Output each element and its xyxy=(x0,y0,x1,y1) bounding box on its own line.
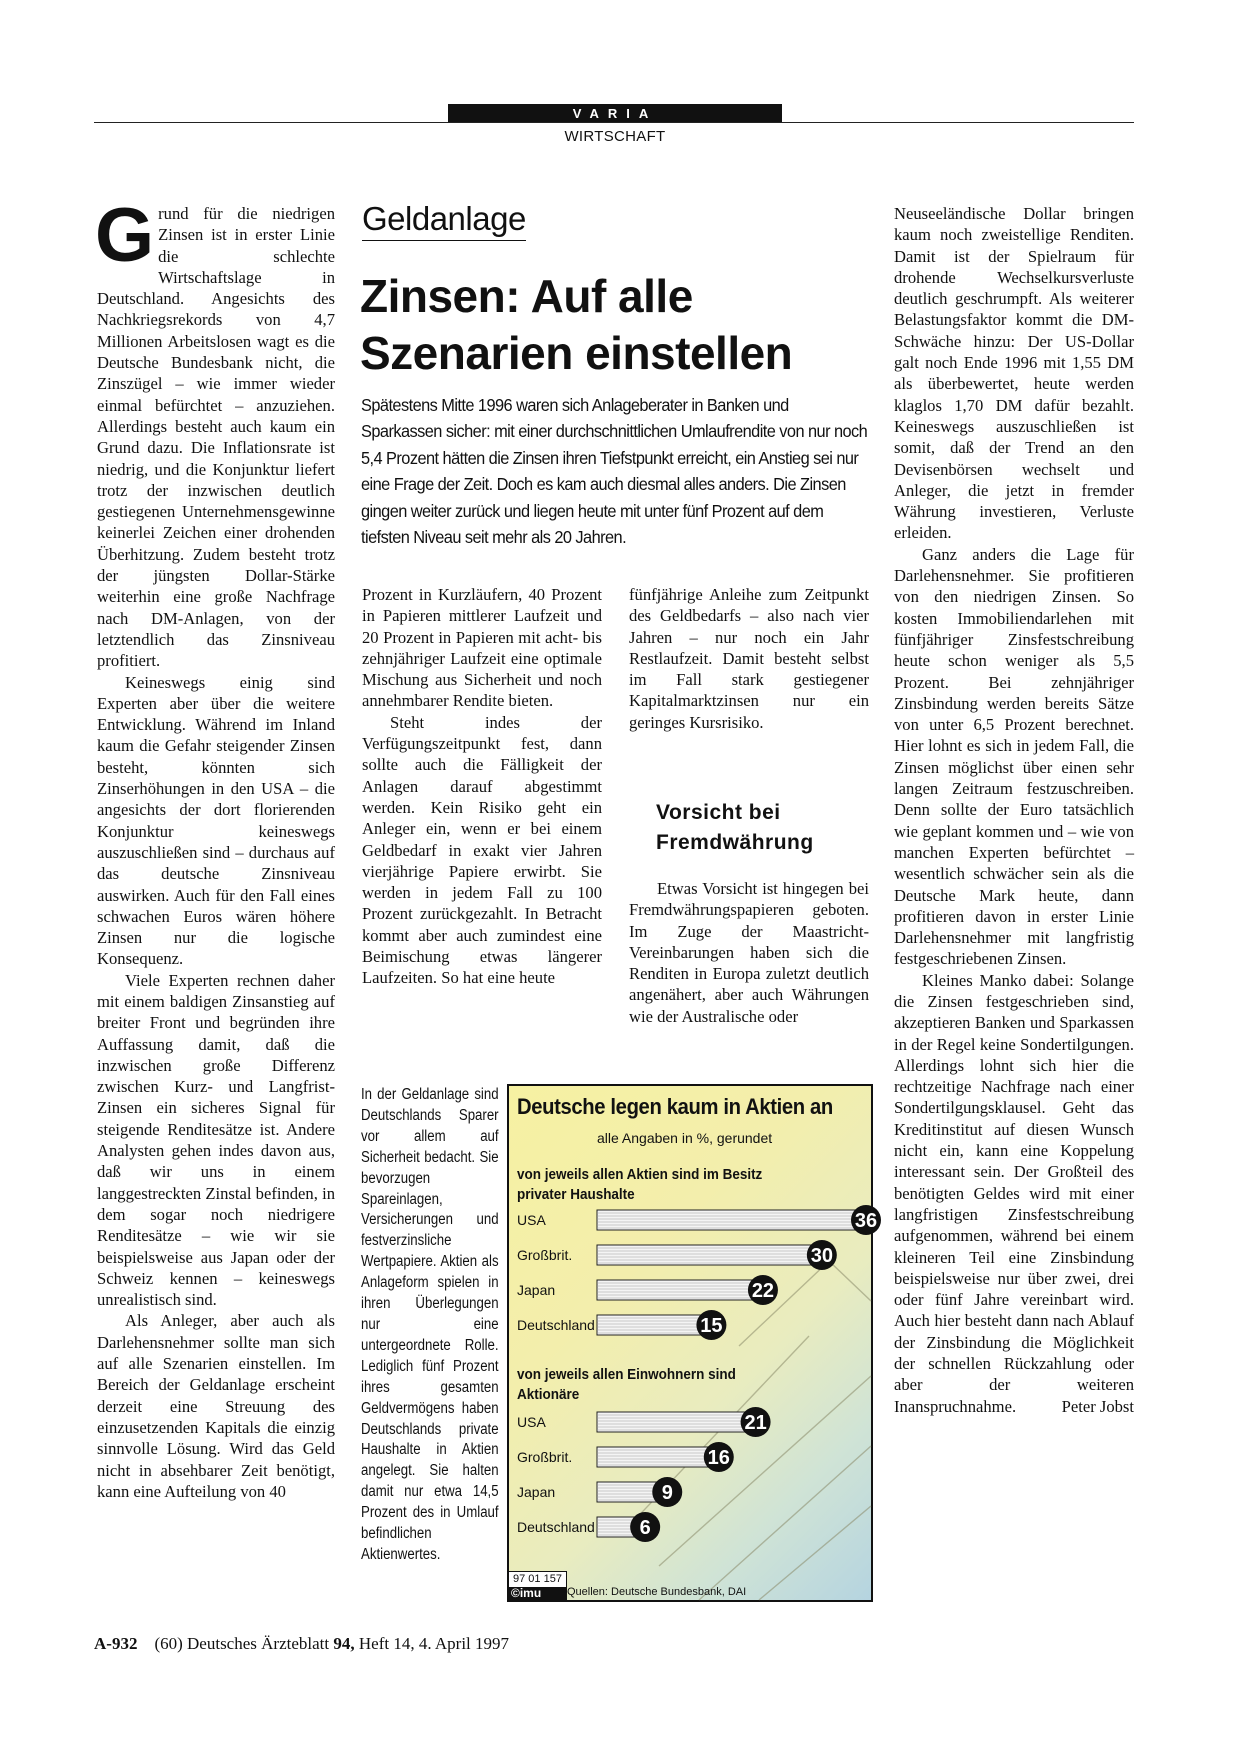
category-label: Deutschland xyxy=(517,1317,595,1333)
page-number: A-932 xyxy=(94,1634,138,1653)
value-label: 9 xyxy=(661,1482,673,1504)
column-3 xyxy=(629,584,869,733)
paragraph-text: rund für die niedrigen Zinsen ist in erster Linie die schlechte Wirtschaftslage in Deutschland. Angesichts des Nachkriegsrekords von 4,7 Millionen Arbeitslosen wagt es die Deutsche Bundesbank nicht, die Zinszügel – wie immer wieder einmal befürchtet – anzuziehen. Allerdings besteht auch kaum ein Grund dazu. Die Inflationsrate ist niedrig, und die Konjunktur liefert trotz der inzwischen deutlich gestiegenen Unternehmensgewinne keinerlei Zeichen einer drohenden Überhitzung. Zudem besteht trotz der jüngsten Dollar-Stärke weiterhin eine große Nachfrage nach DM-Anlagen, von der letztendlich das Zinsniveau profitiert. xyxy=(97,204,335,671)
dropcap: G xyxy=(95,193,155,278)
paragraph-text: Kleines Manko dabei: Solange die Zinsen festgeschrieben sind, akzeptieren Banken und Sparkassen in der Regel keine Sondertilgungen. Allerdings lohnt sich hier die rechtzeitige Nachfrage nach einer Sondertilgungsklausel. Geht das Kreditinstitut auf diesen Wunsch nicht ein, kann eine Koppelung interessant sein. Der Großteil des benötigten Geldes wird mit einer langfristigen Zinsfestschreibung aufgenommen, während bei einem kleineren Teil eine Zinsbindung beispielsweise nur über zwei, drei oder fünf Jahre vereinbart wird. Auch hier besteht dann nach Ablauf der Zinsbindung die Möglichkeit der schnellen Rückzahlung oder aber der weiteren Inanspruchnahme. xyxy=(894,970,1134,1416)
category-label: Japan xyxy=(517,1484,556,1500)
value-label: 22 xyxy=(751,1280,775,1302)
column-4 xyxy=(894,203,1134,1417)
paragraph: Etwas Vorsicht ist hingegen bei Fremdwährungspapieren geboten. Im Zuge der Maastricht-Vereinbarungen haben sich die Renditen in Europa zuletzt deutlich angenähert, aber auch Währungen wie der Australische oder xyxy=(629,879,869,1026)
category-label: USA xyxy=(517,1212,546,1228)
category-label: Großbrit. xyxy=(517,1449,573,1465)
column-2 xyxy=(362,584,602,989)
paragraph: fünfjährige Anleihe zum Zeitpunkt des Geldbedarfs – also nach vier Jahren – nur noch ein Jahr Restlaufzeit. Damit besteht selbst im Fall stark gestiegener Kapitalmarktzinsen nur ein geringes Kursrisiko. xyxy=(629,585,869,732)
column-3-continued xyxy=(629,878,869,1027)
article-lead: Spätestens Mitte 1996 waren sich Anlageberater in Banken und Sparkassen sicher: mit einer durchschnittlichen Umlaufrendite von nur noch 5,4 Prozent hätten die Zinsen ihren Tiefstpunkt erreicht, ein Anstieg sei nur eine Frage der Zeit. Doch es kam auch diesmal alles anders. Die Zinsen gingen weiter zurück und liegen heute mit unter fünf Prozent auf dem tiefsten Niveau seit mehr als 20 Jahren. xyxy=(361,395,868,548)
article-kicker: Geldanlage xyxy=(362,200,526,241)
value-label: 15 xyxy=(700,1315,723,1337)
ressort-label: WIRTSCHAFT xyxy=(564,128,666,145)
category-label: Japan xyxy=(517,1282,556,1298)
value-label: 30 xyxy=(810,1245,833,1267)
paragraph: Viele Experten rechnen daher mit einem baldigen Zinsanstieg auf breiter Front und begründen ihre Auffassung damit, daß die inzwischen große Differenz zwischen Kurz- und Langfrist-Zinsen ein sicheres Signal für steigende Renditesätze ist. Andere Analysten gehen indes davon aus, daß wir uns in einem langgestreckten Zinstal befinden, in dem sogar noch niedrigere Renditesätze – wie wir sie beispielsweise aus Japan oder der Schweiz kennen – keineswegs unrealistisch sind. xyxy=(97,970,335,1310)
chart xyxy=(507,1084,878,1602)
column-1 xyxy=(95,193,335,1502)
paragraph xyxy=(95,193,335,672)
value-label: 21 xyxy=(744,1412,767,1434)
paragraph: Steht indes der Verfügungszeitpunkt fest, dann sollte auch die Fälligkeit der Anlagen darauf abgestimmt werden. Kein Risiko geht ein Anleger ein, wenn er bei einem Geldbedarf in exakt vier Jahren vierjährige Papiere erwirbt. Sie werden in jedem Fall zu 100 Prozent zurückgezahlt. In Betracht kommt aber auch zumindest eine Beimischung etwas längerer Laufzeiten. So hat eine heute xyxy=(362,712,602,988)
issue-info: (60) Deutsches Ärzteblatt xyxy=(154,1634,330,1653)
paragraph: Keineswegs einig sind Experten aber über die weitere Entwicklung. Während im Inland kaum die Gefahr steigender Zinsen besteht, könnten sich Zinserhöhungen in den USA – die angesichts der dort florierenden Konjunktur keineswegs auszuschließen sind – durchaus auf das deutsche Zinsniveau auswirken. Auch für den Fall eines schwachen Euros wären höhere Zinsen nur die logische Konsequenz. xyxy=(97,672,335,969)
chart-title: Deutsche legen kaum in Aktien an xyxy=(517,1094,833,1119)
section-banner: VARIA xyxy=(448,104,782,123)
chart-code-number: 97 01 157 xyxy=(513,1573,562,1585)
paragraph: Neuseeländische Dollar bringen kaum noch zweistellige Renditen. Damit ist der Spielraum für drohende Wechselkursverluste deutlich geschrumpft. Als weiterer Belastungsfaktor kommt die DM-Schwäche hinzu: Der US-Dollar galt noch Ende 1996 mit 1,55 DM als überbewertet, heute werden klaglos 1,70 DM dafür bezahlt. Keineswegs auszuschließen ist somit, daß der Trend an den Devisenbörsen wechselt und Anleger, die jetzt in fremder Währung investieren, Verluste erleiden. xyxy=(894,204,1134,543)
value-label: 6 xyxy=(639,1517,651,1539)
paragraph xyxy=(894,970,1134,1417)
value-label: 16 xyxy=(707,1447,730,1469)
paragraph: Ganz anders die Lage für Darlehensnehmer. Sie profitieren von den niedrigen Zinsen. So kosten Immobiliendarlehen mit fünfjähriger Zinsfestschreibung heute schon weniger als 5,5 Prozent. Bei zehnjähriger Zinsbindung werden bereits Sätze von unter 6,5 Prozent berechnet. Hier lohnt es sich in jedem Fall, die Zinsen möglichst über einen sehr langen Zeitraum festzuschreiben. Denn sollte der Euro tatsächlich wie geplant kommen und – wie von manchen Experten befürchtet – wesentlich schwächer sein als die Deutsche Mark heute, dann profitieren davon in erster Linie Darlehensnehmer mit langfristig festgeschriebenen Zinsen. xyxy=(894,544,1134,969)
issue-date: Heft 14, 4. April 1997 xyxy=(358,1634,510,1653)
imu-logo: ©imu xyxy=(509,1587,566,1600)
chart-group-title: von jeweils allen Aktien sind im Besitz privater Haushalte xyxy=(517,1167,763,1203)
subheading: Vorsicht bei Fremdwährung xyxy=(656,801,814,854)
paragraph: Prozent in Kurzläufern, 40 Prozent in Papieren mittlerer Laufzeit und 20 Prozent in Papieren mit acht- bis zehnjähriger Laufzeit eine optimale Mischung aus Sicherheit und noch annehmbarer Rendite bieten. xyxy=(362,585,602,711)
header-rule xyxy=(94,122,1134,123)
chart-group-title: von jeweils allen Einwohnern sind Aktionäre xyxy=(517,1367,736,1403)
chart-source: Quellen: Deutsche Bundesbank, DAI xyxy=(567,1586,747,1598)
chart-caption: In der Geldanlage sind Deutschlands Sparer vor allem auf Sicherheit bedacht. Sie bevorzugen Spareinlagen, Versicherungen und festverzinsliche Wertpapiere. Aktien als Anlageform spielen in ihren Überlegungen nur eine untergeordnete Rolle. Lediglich fünf Prozent ihres gesamten Geldvermögens haben Deutschlands private Haushalte in Aktien angelegt. Sie halten damit nur etwa 14,5 Prozent des in Umlauf befindlichen Aktienwertes. xyxy=(361,1086,499,1563)
paragraph: Als Anleger, aber auch als Darlehensnehmer sollte man sich auf alle Szenarien einstellen. Im Bereich der Geldanlage erscheint derzeit eine Streuung des einzusetzenden Kapitals die einzig sinnvolle Lösung. Wird das Geld nicht in absehbarer Zeit benötigt, kann eine Aufteilung von 40 xyxy=(97,1311,335,1501)
value-label: 36 xyxy=(854,1210,878,1232)
volume: 94, xyxy=(333,1634,355,1653)
category-label: Großbrit. xyxy=(517,1247,573,1263)
chart-code xyxy=(509,1571,567,1600)
category-label: Deutschland xyxy=(517,1519,595,1535)
chart-subtitle: alle Angaben in %, gerundet xyxy=(597,1130,773,1146)
article-headline: Zinsen: Auf alle Szenarien einstellen xyxy=(360,270,793,379)
category-label: USA xyxy=(517,1414,546,1430)
author: Peter Jobst xyxy=(1061,1396,1134,1416)
page-footer xyxy=(94,1634,509,1654)
